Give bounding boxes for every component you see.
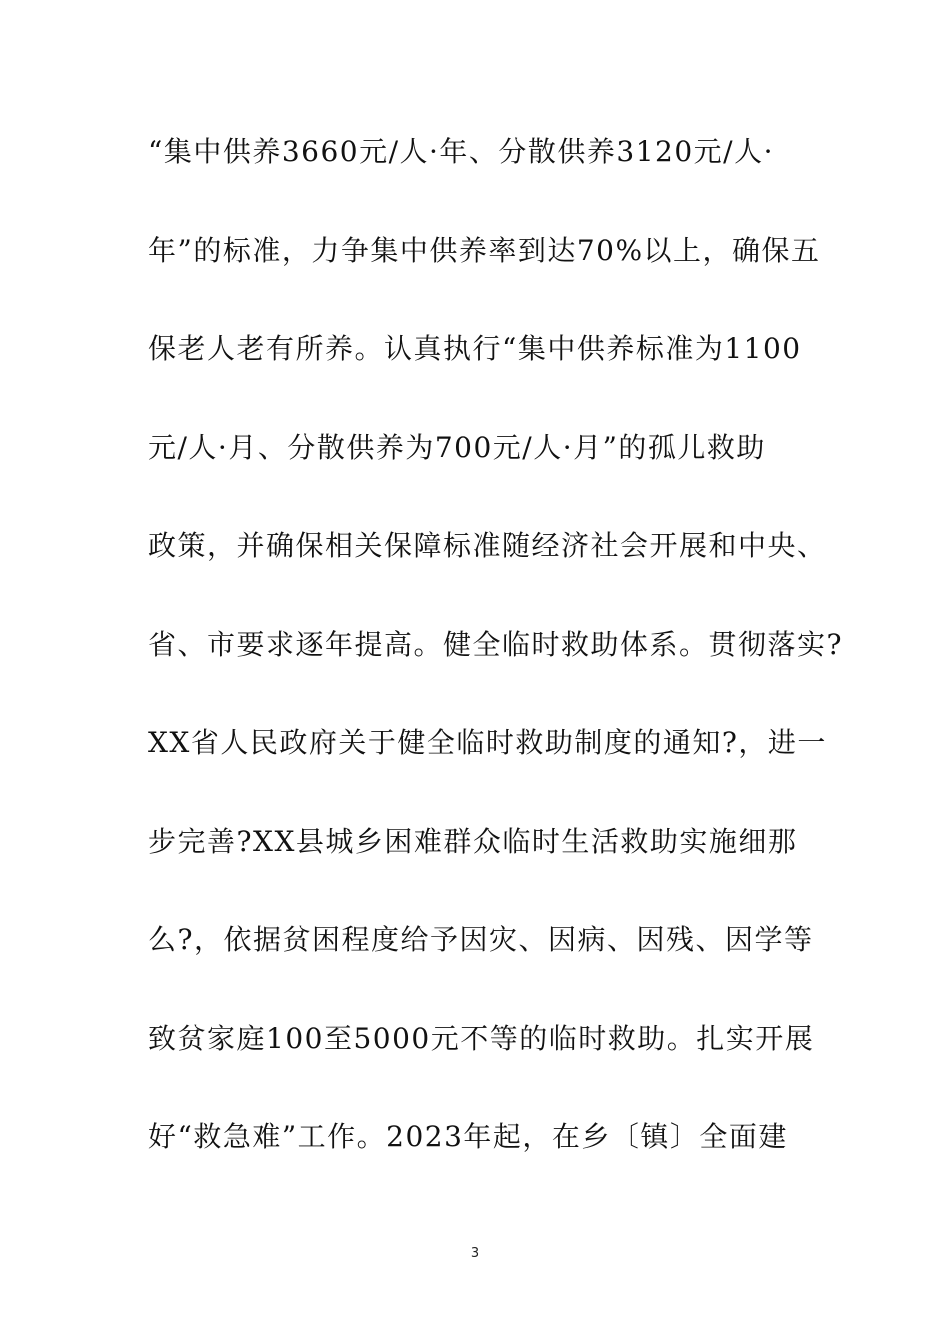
text-line: 步完善?XX县城乡困难群众临时生活救助实施细那 (148, 824, 798, 858)
text-line: “集中供养3660元/人·年、分散供养3120元/人· (148, 135, 774, 168)
text-line: 好“救急难”工作。2023年起，在乡〔镇〕全面建 (148, 1120, 788, 1153)
body-text (148, 128, 844, 1212)
page-number: 3 (470, 1246, 480, 1261)
text-line: XX省人民政府关于健全临时救助制度的通知?，进一 (148, 726, 827, 759)
text-line: 保老人老有所养。认真执行“集中供养标准为1100 (148, 332, 802, 365)
text-line: 年”的标准，力争集中供养率到达70%以上，确保五 (148, 233, 821, 267)
text-line: 么?，依据贫困程度给予因灾、因病、因残、因学等 (148, 923, 814, 956)
text-line: 致贫家庭100至5000元不等的临时救助。扎实开展 (148, 1021, 815, 1055)
text-line: 省、市要求逐年提高。健全临时救助体系。贯彻落实? (148, 627, 844, 661)
text-line: 元/人·月、分散供养为700元/人·月”的孤儿救助 (148, 430, 766, 464)
text-line: 政策，并确保相关保障标准随经济社会开展和中央、 (148, 529, 827, 562)
